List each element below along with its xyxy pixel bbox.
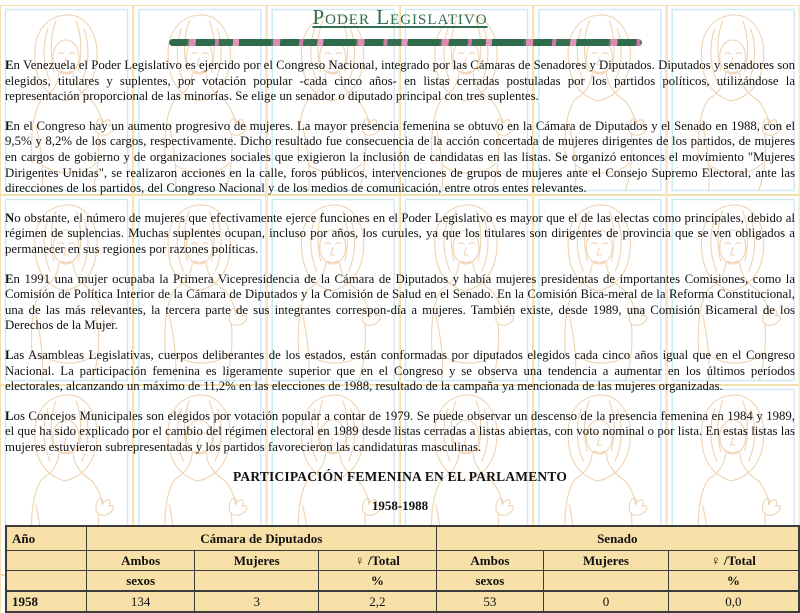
paragraph-2 [5, 119, 795, 197]
paragraph-text: n Venezuela el Poder Legislativo es ejercido por el Congreso Nacional, integrado por las Cámaras de Senadores y Diputados. Diputados y senadores son elegidos, titulares y suplentes, por votación popular -cada cinco años- en listas cerradas postuladas por los partidos políticos, utilizándose la representación proporcional de las minorías. Se elige un senador o diputado principal con tres suplentes. [5, 58, 795, 104]
senado-total-cell: 0,0 [668, 591, 799, 612]
table-subheader-row-top [6, 551, 799, 571]
paragraph-5 [5, 348, 795, 395]
year-cell: 1958 [6, 591, 86, 612]
paragraph-4 [5, 272, 795, 334]
empty-cell [544, 571, 669, 592]
empty-cell [195, 571, 319, 592]
paragraph-initial: E [5, 118, 14, 133]
subheader-mujeres: Mujeres [195, 551, 319, 571]
paragraph-initial: E [5, 271, 14, 286]
table-row-1958 [6, 591, 799, 612]
subheader-sexos: sexos [86, 571, 195, 592]
paragraph-text: n 1991 una mujer ocupaba la Primera Vicepresidencia de la Cámara de Diputados y había mujeres presidentas de importantes Comisiones, como la Comisión de Política Interior de la Cámara de Diputados y la Comisión de Salud en el Senado. En la Comisión Bica-meral de la Reforma Constitucional, una de las más relevantes, la tercera parte de sus integrantes correspon-día a mujeres. También existe, desde 1989, una Comisión Bicameral de los Derechos de la Mujer. [5, 271, 795, 333]
subheader-mujeres: Mujeres [544, 551, 669, 571]
paragraph-text: os Concejos Municipales son elegidos por votación popular a contar de 1979. Se puede observar un descenso de la presencia femenina en 1984 y 1989, el que ha sido explicado por el cambio del régimen electoral en 1989 desde listas cerradas a listas abiertas, con voto nominal o por lista. En estas listas las mujeres estuvieron subrepresentadas y los partidos favorecieron las candidaturas masculinas. [5, 408, 795, 454]
subheader-female-total: ♀ /Total [668, 551, 799, 571]
paragraph-1 [5, 58, 795, 105]
diputados-total-cell: 2,2 [319, 591, 437, 612]
year-column-header: Año [6, 526, 86, 551]
subheader-sexos: sexos [436, 571, 544, 592]
empty-cell [6, 551, 86, 571]
empty-cell [6, 571, 86, 592]
paragraph-text: o obstante, el número de mujeres que efectivamente ejerce funciones en el Poder Legislativo es mayor que el de las electas como principales, debido al régimen de suplencias. Muchas suplentes ocupan, incluso por años, los curules, ya que los titulares son dirigentes de provincia que se ven obligados a permanecer en sus regiones por razones políticas. [5, 210, 795, 256]
paragraph-text: as Asambleas Legislativas, cuerpos deliberantes de los estados, están conformadas por diputados elegidos cada cinco años igual que en el Congreso Nacional. La participación femenina es ligeramente superior que en el Congreso y se observa una tendencia a aumentar en los últimos períodos electorales, alcanzando un máximo de 11,2% en las elecciones de 1988, resultado de la campaña ya mencionada de las mujeres organizadas. [5, 347, 795, 394]
table-subheader-row-bottom [6, 571, 799, 592]
article-body [5, 58, 795, 455]
subheader-percent: % [319, 571, 437, 592]
paragraph-text: n el Congreso hay un aumento progresivo de mujeres. La mayor presencia femenina se obtuvo en la Cámara de Diputados y el Senado en 1988, con el 9,5% y 8,2% de los cargos, respectivamente. Dicho resultado fue consecuencia de la acción concertada de mujeres dirigentes de los partidos, de mujeres en cargos de gobierno y de organizaciones sociales que exigieron la inclusión de candidatas en las listas. Se organizó entonces el movimiento "Mujeres Dirigentes Unidas", se realizaron acciones en la calle, foros públicos, intervenciones de grupos de mujeres ante el Consejo Supremo Electoral, ante las direcciones de los partidos, del Congreso Nacional y de los medios de comunicación, entre otros entes relevantes. [5, 118, 795, 196]
document-content [0, 5, 800, 613]
table-heading: PARTICIPACIÓN FEMENINA EN EL PARLAMENTO [232, 469, 568, 485]
diputados-ambos-cell: 134 [86, 591, 195, 612]
paragraph-initial: L [5, 408, 14, 423]
table-group-header-row [6, 526, 799, 551]
subheader-ambos: Ambos [436, 551, 544, 571]
paragraph-initial: N [5, 210, 15, 225]
group-header-diputados: Cámara de Diputados [86, 526, 436, 551]
page-title: Poder Legislativo [312, 5, 488, 29]
participation-table [5, 525, 800, 613]
paragraph-6 [5, 409, 795, 456]
paragraph-3 [5, 211, 795, 258]
decorative-rule [169, 39, 642, 46]
table-subheading: 1958-1988 [371, 498, 429, 514]
subheader-percent: % [668, 571, 799, 592]
paragraph-initial: L [5, 347, 14, 362]
subheader-ambos: Ambos [86, 551, 195, 571]
group-header-senado: Senado [436, 526, 799, 551]
paragraph-initial: E [5, 58, 14, 72]
subheader-female-total: ♀ /Total [319, 551, 437, 571]
senado-ambos-cell: 53 [436, 591, 544, 612]
diputados-mujeres-cell: 3 [195, 591, 319, 612]
senado-mujeres-cell: 0 [544, 591, 669, 612]
page [0, 5, 800, 609]
